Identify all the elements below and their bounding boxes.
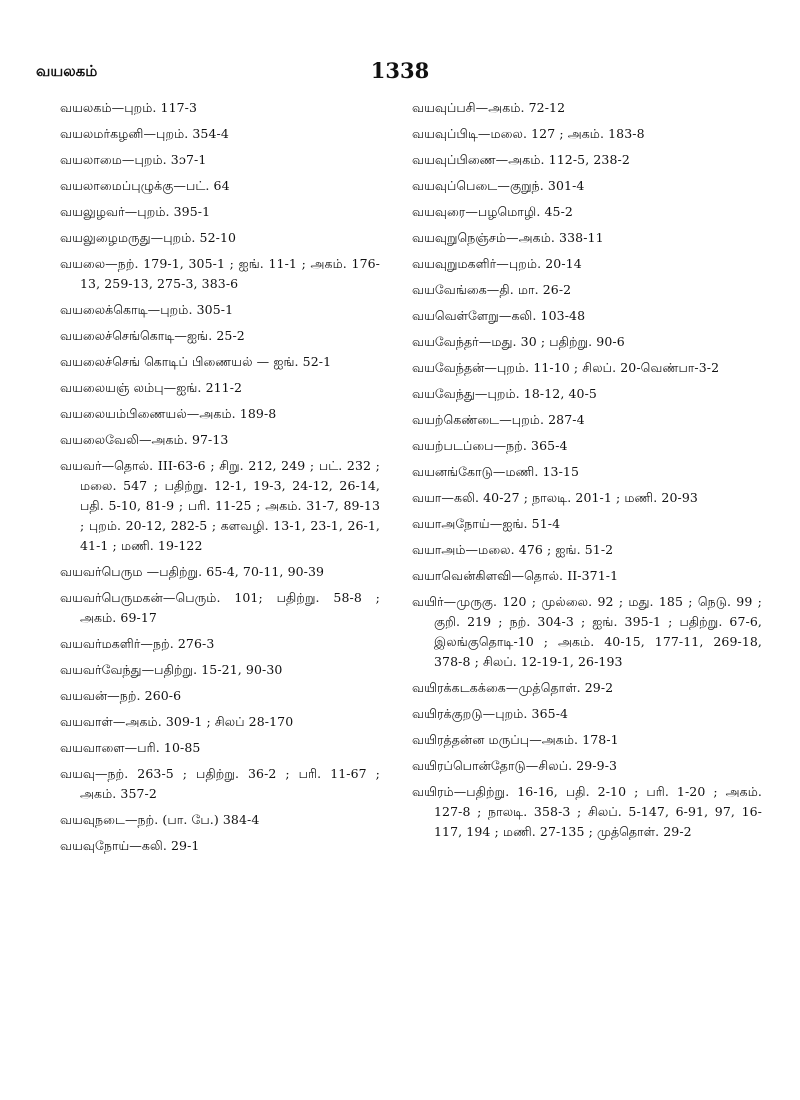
index-entry: வயிர்—முருகு. 120 ; முல்லை. 92 ; மது. 185 ; நெடு. 99 ; குறி. 219 ; நற். 304-3 ; ஐங். 395-1 ; பதிற்று. 67-6, இலங்குதொடி-10 ; அகம். 40-15, 177-11, 269-18, 378-8 ; சிலப். 12-19-1, 26-193: [412, 594, 762, 669]
index-entry: வயவுறுமகளிர்—புறம். 20-14: [412, 256, 582, 271]
index-entry: வயற்கெண்டை—புறம். 287-4: [412, 412, 585, 427]
index-entry: வயற்படப்பை—நற். 365-4: [412, 438, 568, 453]
index-entry: வயா—கலி. 40-27 ; நாலடி. 201-1 ; மணி. 20-93: [412, 490, 698, 505]
page-number: 1338: [370, 58, 430, 83]
index-entry: வயலமர்கழனி—புறம். 354-4: [60, 126, 229, 141]
index-entry: வயலாமை—புறம். 3ɔ7-1: [60, 152, 207, 167]
index-entry: வயவுப்பெடை—குறுந். 301-4: [412, 178, 585, 193]
index-entry: வயவுநோய்—கலி. 29-1: [60, 838, 200, 853]
index-entry: வயாவென்கிளவி—தொல். II-371-1: [412, 568, 619, 583]
index-entry: வயனங்கோடு—மணி. 13-15: [412, 464, 580, 479]
index-entry: வயவர்வேந்து—பதிற்று. 15-21, 90-30: [60, 662, 283, 677]
index-entry: வயவுரை—பழமொழி. 45-2: [412, 204, 573, 219]
index-entry: வயவர்பெருமகன்—பெரும். 101; பதிற்று. 58-8 ; அகம். 69-17: [60, 590, 380, 625]
index-entry: வயிரக்கடகக்கை—முத்தொள். 29-2: [412, 680, 614, 695]
index-entry: வயவுப்பிணை—அகம். 112-5, 238-2: [412, 152, 630, 167]
index-entry: வயலைச்செங்கொடி—ஐங். 25-2: [60, 328, 245, 343]
left-column: [60, 98, 380, 862]
index-entry: வயிரக்குறடு—புறம். 365-4: [412, 706, 569, 721]
index-entry: வயவெள்ளேறு—கலி. 103-48: [412, 308, 586, 323]
index-entry: வயவு—நற். 263-5 ; பதிற்று. 36-2 ; பரி. 11-67 ; அகம். 357-2: [60, 766, 380, 801]
index-entry: வயிரம்—பதிற்று. 16-16, பதி. 2-10 ; பரி. 1-20 ; அகம். 127-8 ; நாலடி. 358-3 ; சிலப். 5-147, 6-91, 97, 16-117, 194 ; மணி. 27-135 ; முத்தொள். 29-2: [412, 784, 762, 839]
index-entry: வயலுழவர்—புறம். 395-1: [60, 204, 211, 219]
index-entry: வயலை—நற். 179-1, 305-1 ; ஐங். 11-1 ; அகம். 176-13, 259-13, 275-3, 383-6: [60, 256, 380, 291]
index-entry: வயவன்—நற். 260-6: [60, 688, 182, 703]
index-entry: வயலைச்செங் கொடிப் பிணையல் — ஐங். 52-1: [60, 354, 332, 369]
index-entry: வயிரத்தன்ன மருப்பு—அகம். 178-1: [412, 732, 619, 747]
index-entry: வயலையம்பிணையல்—அகம். 189-8: [60, 406, 277, 421]
index-entry: வயவுநடை—நற். (பா. பே.) 384-4: [60, 812, 260, 827]
index-entry: வயவாளை—பரி. 10-85: [60, 740, 201, 755]
index-entry: வயிரப்பொன்தோடு—சிலப். 29-9-3: [412, 758, 618, 773]
index-entry: வயவர்—தொல். III-63-6 ; சிறு. 212, 249 ; பட். 232 ; மலை. 547 ; பதிற்று. 12-1, 19-3, 24-12, 26-14, பதி. 5-10, 81-9 ; பரி. 11-25 ; அகம். 31-7, 89-13 ; புறம். 20-12, 282-5 ; களவழி. 13-1, 23-1, 26-1, 41-1 ; மணி. 19-122: [60, 458, 380, 553]
index-entry: வயலைவேலி—அகம். 97-13: [60, 432, 229, 447]
index-entry: வயவுப்பிடி—மலை. 127 ; அகம். 183-8: [412, 126, 645, 141]
index-entry: வயலுழைமருது—புறம். 52-10: [60, 230, 237, 245]
index-entry: வயவேந்து—புறம். 18-12, 40-5: [412, 386, 597, 401]
index-entry: வயலகம்—புறம். 117-3: [60, 100, 198, 115]
index-entry: வயவாள்—அகம். 309-1 ; சிலப் 28-170: [60, 714, 294, 729]
running-header-word: வயலகம்: [36, 62, 98, 80]
index-entry: வயவுறுநெஞ்சம்—அகம். 338-11: [412, 230, 604, 245]
index-entry: வயவர்மகளிர்—நற். 276-3: [60, 636, 215, 651]
index-entry: வயவுப்பசி—அகம். 72-12: [412, 100, 566, 115]
index-entry: வயலாமைப்புழுக்கு—பட். 64: [60, 178, 230, 193]
index-entry: வயலைக்கொடி—புறம். 305-1: [60, 302, 234, 317]
index-entry: வயாஅம்—மலை. 476 ; ஐங். 51-2: [412, 542, 614, 557]
index-entry: வயவேங்கை—தி. மா. 26-2: [412, 282, 572, 297]
index-entry: வயவர்பெரும —பதிற்று. 65-4, 70-11, 90-39: [60, 564, 325, 579]
index-entry: வயலையஞ் லம்பு—ஐங். 211-2: [60, 380, 243, 395]
right-column: [412, 98, 762, 848]
index-entry: வயவேந்தர்—மது. 30 ; பதிற்று. 90-6: [412, 334, 625, 349]
index-entry: வயவேந்தன்—புறம். 11-10 ; சிலப். 20-வெண்பா-3-2: [412, 360, 720, 375]
index-entry: வயாஅநோய்—ஐங். 51-4: [412, 516, 561, 531]
